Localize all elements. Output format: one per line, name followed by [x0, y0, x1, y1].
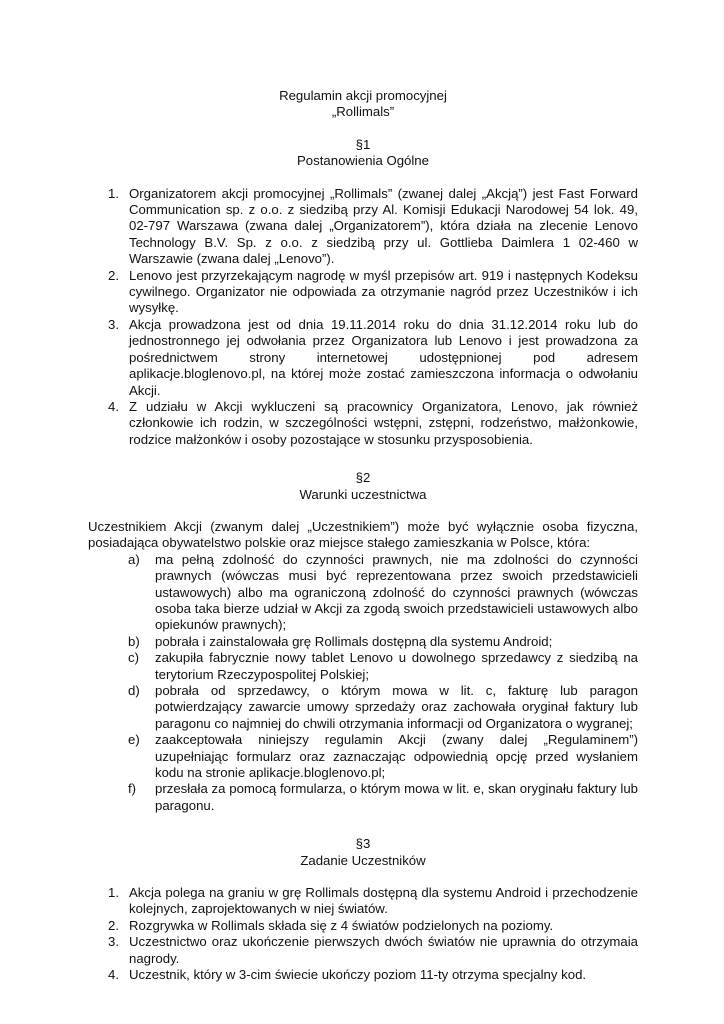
item-marker: 1. — [108, 885, 119, 901]
section-2-intro: Uczestnikiem Akcji (zwanym dalej „Uczestnikiem”) może być wyłącznie osoba fizyczna, posiadająca obywatelstwo polskie oraz miejsce stałego zamieszkania w Polsce, która: — [88, 518, 638, 551]
list-item — [88, 552, 638, 634]
item-marker: d) — [128, 683, 140, 698]
item-marker: 1. — [108, 185, 119, 201]
item-text: Rozgrywka w Rollimals składa się z 4 światów podzielonych na poziomy. — [129, 917, 554, 933]
item-text: zaakceptowała niniejszy regulamin Akcji (zwany dalej „Regulaminem”) uzupełniając formularz oraz zaznaczając odpowiednią opcję przed wysłaniem kodu na stronie aplikacje.bloglenovo.pl; — [155, 732, 638, 781]
list-item — [88, 399, 638, 448]
item-marker: c) — [128, 650, 139, 666]
list-item — [88, 268, 638, 317]
list-item — [88, 732, 638, 781]
section-1 — [88, 137, 638, 448]
section-3-list — [88, 885, 638, 983]
section-1-heading: Postanowienia Ogólne — [297, 153, 429, 169]
section-1-number: §1 — [355, 136, 371, 152]
item-marker: 3. — [108, 934, 119, 950]
item-marker: a) — [128, 551, 140, 567]
title-line-2: „Rollimals” — [331, 104, 395, 120]
document-content — [88, 88, 638, 984]
item-text: Akcja prowadzona jest od dnia 19.11.2014 roku do dnia 31.12.2014 roku lub do jednostronnego jej odwołania przez Organizatora lub Lenovo i jest prowadzona za pośrednictwem strony internetowej udostępnionej pod adresem aplikacje.bloglenovo.pl, na której może zostać zamieszczona informacja o odwołaniu Akcji. — [129, 316, 638, 398]
list-item — [88, 186, 638, 268]
item-marker: e) — [128, 732, 140, 748]
list-item — [88, 934, 638, 967]
section-1-list — [88, 186, 638, 449]
item-marker: 2. — [108, 267, 119, 283]
item-text: Uczestnictwo oraz ukończenie pierwszych dwóch światów nie uprawnia do otrzymaia nagrody. — [129, 934, 638, 966]
title-line-1: Regulamin akcji promocyjnej — [279, 88, 447, 103]
item-marker: 4. — [108, 967, 119, 983]
item-text: pobrała od sprzedawcy, o którym mowa w lit. c, fakturę lub paragon potwierdzający zawarcie umowy sprzedaży oraz zachowała oryginał faktury lub paragonu co najmniej do chwili otrzymania informacji od Organizatora o wygranej; — [155, 683, 638, 731]
item-text: ma pełną zdolność do czynności prawnych, nie ma zdolności do czynności prawnych (wówczas musi być reprezentowana przez swoich przedstawicieli ustawowych) albo ma ograniczoną zdolność do czynności prawnych (wówczas osoba taka bierze udział w Akcji za zgodą swoich przedstawicieli ustawowych albo opiekunów prawnych); — [155, 551, 638, 633]
item-text: przesłała za pomocą formularza, o którym mowa w lit. e, skan oryginału faktury lub paragonu. — [155, 781, 638, 813]
section-3-heading: Zadanie Uczestników — [300, 852, 426, 868]
item-text: pobrała i zainstalowała grę Rollimals dostępną dla systemu Android; — [155, 633, 553, 649]
list-item — [88, 918, 638, 934]
list-item — [88, 650, 638, 683]
list-item — [88, 317, 638, 399]
section-3 — [88, 836, 638, 983]
list-item — [88, 634, 638, 650]
item-marker: 3. — [108, 316, 119, 332]
list-item — [88, 781, 638, 814]
list-item — [88, 683, 638, 732]
item-text: Uczestnik, który w 3-cim świecie ukończy poziom 11-ty otrzyma specjalny kod. — [129, 967, 587, 983]
item-text: Lenovo jest przyrzekającym nagrodę w myśl przepisów art. 919 i następnych Kodeksu cywilnego. Organizator nie odpowiada za otrzymanie nagród przez Uczestników i ich wysyłkę. — [129, 267, 638, 316]
section-2-list — [88, 552, 638, 815]
document-title — [88, 88, 638, 121]
section-2-heading: Warunki uczestnictwa — [299, 486, 427, 502]
item-marker: f) — [128, 781, 137, 797]
section-2 — [88, 470, 638, 814]
item-text: Z udziału w Akcji wykluczeni są pracownicy Organizatora, Lenovo, jak również członkowie ich rodzin, w szczególności wstępni, zstępni, rodzeństwo, małżonkowie, rodzice małżonków i osoby pozostające w stosunku przysposobienia. — [129, 398, 638, 447]
item-marker: b) — [128, 633, 140, 649]
list-item — [88, 967, 638, 983]
item-text: Akcja polega na graniu w grę Rollimals dostępną dla systemu Android i przechodzenie kolejnych, zaprojektowanych w niej światów. — [129, 885, 638, 917]
item-text: Organizatorem akcji promocyjnej „Rollimals” (zwanej dalej „Akcją”) jest Fast Forward Communication sp. z o.o. z siedzibą przy Al. Komisji Edukacji Narodowej 54 lok. 49, 02-797 Warszawa (zwana dalej „Organizatorem”), która działa na zlecenie Lenovo Technology B.V. Sp. z o.o. z siedzibą przy ul. Gottlieba Daimlera 1 02-460 w Warszawie (zwana dalej „Lenovo”). — [129, 185, 638, 267]
item-marker: 4. — [108, 398, 119, 414]
item-text: zakupiła fabrycznie nowy tablet Lenovo u dowolnego sprzedawcy z siedzibą na terytorium Rzeczypospolitej Polskiej; — [155, 650, 638, 682]
item-marker: 2. — [108, 917, 119, 933]
section-3-number: §3 — [355, 836, 371, 852]
section-2-number: §2 — [355, 470, 371, 486]
list-item — [88, 885, 638, 918]
